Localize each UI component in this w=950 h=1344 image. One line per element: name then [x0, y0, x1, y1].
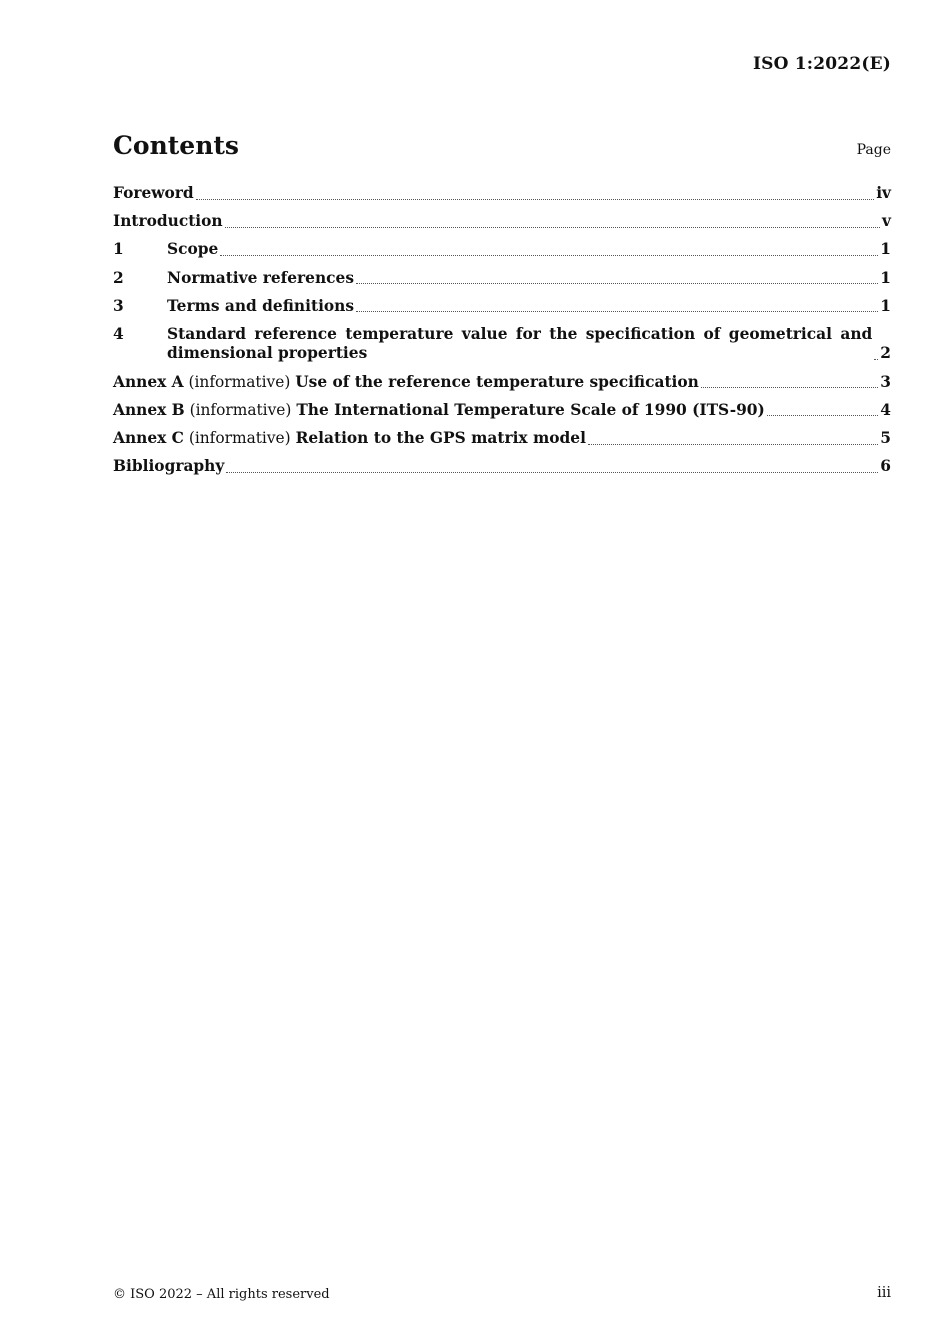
footer-page-number: iii — [877, 1285, 891, 1301]
toc-entry-annex-c[interactable] — [113, 429, 891, 449]
dot-leader — [356, 283, 878, 284]
annex-title: The International Temperature Scale of 1990 (ITS-90) — [296, 400, 765, 419]
toc-entry-bibliography[interactable] — [113, 457, 891, 477]
toc-entry-title: Standard reference temperature value for the specification of geometrical and dimensional properties — [167, 324, 873, 363]
annex-label: Annex A — [113, 372, 184, 391]
toc-entry-page: 1 — [880, 268, 891, 287]
toc-entry-title: Introduction — [113, 212, 223, 231]
annex-type: (informative) — [188, 372, 291, 391]
toc-entry-page: 5 — [880, 429, 891, 447]
toc-entry-page: v — [882, 212, 891, 231]
annex-title: Use of the reference temperature specification — [295, 372, 699, 391]
toc-entry-title: Normative references — [167, 268, 354, 287]
toc-entry-scope[interactable] — [113, 240, 891, 260]
dot-leader — [226, 472, 878, 473]
toc-entry-normative-references[interactable] — [113, 269, 891, 289]
dot-leader — [701, 387, 878, 388]
toc-entry-annex-a[interactable] — [113, 373, 891, 393]
dot-leader — [767, 415, 878, 416]
toc-entry-introduction[interactable] — [113, 212, 891, 232]
dot-leader — [356, 311, 878, 312]
contents-title: Contents — [113, 131, 240, 160]
toc-entry-number: 1 — [113, 240, 124, 259]
toc-entry-page: 2 — [880, 344, 891, 363]
annex-title: Relation to the GPS matrix model — [295, 429, 586, 447]
document-id: ISO 1:2022(E) — [752, 54, 891, 74]
toc-entry-page: 1 — [880, 296, 891, 315]
toc-entry-page: 1 — [880, 240, 891, 259]
footer-copyright: © ISO 2022 – All rights reserved — [113, 1287, 330, 1302]
toc-entry-number: 4 — [113, 324, 124, 343]
page-column-label: Page — [856, 142, 891, 158]
dot-leader — [220, 255, 878, 256]
toc-entry-title: Bibliography — [113, 457, 225, 476]
toc-entry-title: Foreword — [113, 184, 194, 202]
annex-type: (informative) — [189, 400, 292, 419]
toc-entry-title: Scope — [167, 240, 219, 259]
annex-label: Annex C — [113, 429, 184, 447]
toc-entry-annex-b[interactable] — [113, 401, 891, 421]
toc-entry-number: 2 — [113, 268, 124, 287]
toc-entry-terms-and-definitions[interactable] — [113, 297, 891, 317]
toc-entry-title: Terms and definitions — [167, 296, 355, 315]
toc-entry-standard-reference-temperature[interactable] — [113, 325, 891, 364]
annex-type: (informative) — [188, 429, 291, 447]
toc-entry-page: 3 — [880, 372, 891, 391]
dot-leader — [588, 444, 878, 445]
dot-leader — [225, 227, 880, 228]
toc-entry-page: 6 — [880, 457, 891, 476]
toc-entry-foreword[interactable] — [113, 184, 891, 204]
toc-entry-page: 4 — [880, 400, 891, 419]
toc-entry-number: 3 — [113, 296, 124, 315]
toc-entry-page: iv — [876, 184, 891, 202]
dot-leader — [874, 359, 878, 360]
dot-leader — [196, 199, 875, 200]
table-of-contents — [113, 184, 891, 485]
annex-label: Annex B — [113, 400, 185, 419]
